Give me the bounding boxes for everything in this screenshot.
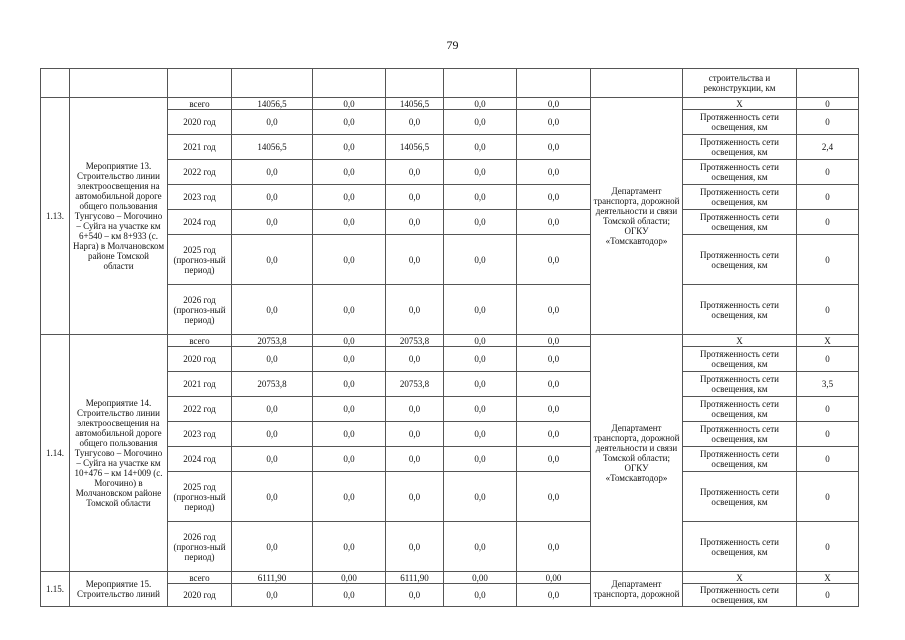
- other-amount-cell: 0,00: [517, 572, 591, 584]
- regional-amount-cell: 0,0: [386, 210, 444, 235]
- total-amount-cell: 20753,8: [232, 335, 313, 347]
- other-amount-cell: 0,0: [517, 235, 591, 285]
- responsible-department: Департамент транспорта, дорожной: [591, 572, 683, 607]
- local-amount-cell: 0,0: [444, 397, 517, 422]
- total-amount-cell: 0,0: [232, 160, 313, 185]
- total-amount-cell: 14056,5: [232, 135, 313, 160]
- indicator-value-cell: 0: [797, 185, 859, 210]
- regional-amount-cell: 0,0: [386, 347, 444, 372]
- total-amount-cell: 0,0: [232, 522, 313, 572]
- regional-amount-cell: 0,0: [386, 447, 444, 472]
- year-cell: 2024 год: [168, 447, 232, 472]
- year-cell: всего: [168, 98, 232, 110]
- indicator-value-cell: 0: [797, 522, 859, 572]
- total-amount-cell: 0,0: [232, 422, 313, 447]
- responsible-department: Департамент транспорта, дорожной деятельности и связи Томской области; ОГКУ «Томскавтодор»: [591, 98, 683, 335]
- regional-amount-cell: 0,0: [386, 235, 444, 285]
- year-cell: 2023 год: [168, 422, 232, 447]
- total-amount-cell: 0,0: [232, 235, 313, 285]
- year-cell: 2022 год: [168, 397, 232, 422]
- local-amount-cell: 0,0: [444, 160, 517, 185]
- indicator-value-cell: X: [797, 572, 859, 584]
- total-amount-cell: 0,0: [232, 397, 313, 422]
- total-amount-cell: 14056,5: [232, 98, 313, 110]
- other-amount-cell: 0,0: [517, 372, 591, 397]
- total-amount-cell: 0,0: [232, 185, 313, 210]
- year-cell: 2021 год: [168, 372, 232, 397]
- local-amount-cell: 0,0: [444, 210, 517, 235]
- local-amount-cell: 0,0: [444, 472, 517, 522]
- total-amount-cell: 6111,90: [232, 572, 313, 584]
- measure-title: Мероприятие 15. Строительство линий: [70, 572, 168, 607]
- year-cell: 2026 год (прогноз-ный период): [168, 522, 232, 572]
- year-cell: 2020 год: [168, 584, 232, 607]
- cell-empty: [41, 69, 70, 98]
- federal-amount-cell: 0,0: [313, 98, 386, 110]
- regional-amount-cell: 20753,8: [386, 335, 444, 347]
- indicator-cell: Протяженность сети освещения, км: [683, 110, 797, 135]
- indicator-cell: строительства и реконструкции, км: [683, 69, 797, 98]
- local-amount-cell: 0,0: [444, 235, 517, 285]
- budget-table: [40, 68, 859, 607]
- other-amount-cell: 0,0: [517, 522, 591, 572]
- cell-empty: [797, 69, 859, 98]
- other-amount-cell: 0,0: [517, 422, 591, 447]
- other-amount-cell: 0,0: [517, 185, 591, 210]
- total-amount-cell: 0,0: [232, 584, 313, 607]
- federal-amount-cell: 0,0: [313, 447, 386, 472]
- local-amount-cell: 0,0: [444, 372, 517, 397]
- table-row: [41, 572, 859, 584]
- indicator-cell: Протяженность сети освещения, км: [683, 522, 797, 572]
- total-amount-cell: 0,0: [232, 210, 313, 235]
- total-amount-cell: 0,0: [232, 285, 313, 335]
- local-amount-cell: 0,0: [444, 135, 517, 160]
- cell-empty: [386, 69, 444, 98]
- indicator-cell: Протяженность сети освещения, км: [683, 135, 797, 160]
- other-amount-cell: 0,0: [517, 472, 591, 522]
- total-amount-cell: 0,0: [232, 472, 313, 522]
- indicator-cell: Протяженность сети освещения, км: [683, 372, 797, 397]
- other-amount-cell: 0,0: [517, 285, 591, 335]
- indicator-value-cell: 2,4: [797, 135, 859, 160]
- federal-amount-cell: 0,0: [313, 397, 386, 422]
- cell-empty: [70, 69, 168, 98]
- year-cell: всего: [168, 335, 232, 347]
- year-cell: 2024 год: [168, 210, 232, 235]
- regional-amount-cell: 20753,8: [386, 372, 444, 397]
- year-cell: 2025 год (прогноз-ный период): [168, 235, 232, 285]
- federal-amount-cell: 0,0: [313, 372, 386, 397]
- indicator-value-cell: 3,5: [797, 372, 859, 397]
- other-amount-cell: 0,0: [517, 210, 591, 235]
- local-amount-cell: 0,0: [444, 285, 517, 335]
- regional-amount-cell: 0,0: [386, 185, 444, 210]
- indicator-cell: X: [683, 335, 797, 347]
- other-amount-cell: 0,0: [517, 584, 591, 607]
- total-amount-cell: 0,0: [232, 447, 313, 472]
- year-cell: 2020 год: [168, 110, 232, 135]
- indicator-value-cell: X: [797, 335, 859, 347]
- other-amount-cell: 0,0: [517, 160, 591, 185]
- year-cell: 2020 год: [168, 347, 232, 372]
- local-amount-cell: 0,0: [444, 98, 517, 110]
- total-amount-cell: 0,0: [232, 110, 313, 135]
- indicator-cell: Протяженность сети освещения, км: [683, 447, 797, 472]
- item-number: 1.13.: [41, 98, 70, 335]
- federal-amount-cell: 0,0: [313, 210, 386, 235]
- federal-amount-cell: 0,0: [313, 522, 386, 572]
- federal-amount-cell: 0,0: [313, 472, 386, 522]
- page-number: 79: [446, 38, 459, 52]
- other-amount-cell: 0,0: [517, 98, 591, 110]
- table-row: [41, 98, 859, 110]
- year-cell: 2023 год: [168, 185, 232, 210]
- total-amount-cell: 0,0: [232, 347, 313, 372]
- indicator-cell: Протяженность сети освещения, км: [683, 584, 797, 607]
- local-amount-cell: 0,0: [444, 185, 517, 210]
- indicator-cell: Протяженность сети освещения, км: [683, 160, 797, 185]
- local-amount-cell: 0,0: [444, 447, 517, 472]
- indicator-value-cell: 0: [797, 110, 859, 135]
- indicator-value-cell: 0: [797, 584, 859, 607]
- other-amount-cell: 0,0: [517, 335, 591, 347]
- year-cell: 2026 год (прогноз-ный период): [168, 285, 232, 335]
- indicator-cell: Протяженность сети освещения, км: [683, 285, 797, 335]
- indicator-cell: Протяженность сети освещения, км: [683, 397, 797, 422]
- indicator-value-cell: 0: [797, 472, 859, 522]
- cell-empty: [313, 69, 386, 98]
- local-amount-cell: 0,0: [444, 110, 517, 135]
- cell-empty: [444, 69, 517, 98]
- year-cell: 2021 год: [168, 135, 232, 160]
- indicator-value-cell: 0: [797, 447, 859, 472]
- indicator-value-cell: 0: [797, 397, 859, 422]
- federal-amount-cell: 0,00: [313, 572, 386, 584]
- federal-amount-cell: 0,0: [313, 235, 386, 285]
- item-number: 1.15.: [41, 572, 70, 607]
- indicator-value-cell: 0: [797, 347, 859, 372]
- federal-amount-cell: 0,0: [313, 285, 386, 335]
- federal-amount-cell: 0,0: [313, 335, 386, 347]
- federal-amount-cell: 0,0: [313, 584, 386, 607]
- regional-amount-cell: 0,0: [386, 522, 444, 572]
- indicator-value-cell: 0: [797, 285, 859, 335]
- measure-title: Мероприятие 14. Строительство линии электроосвещения на автомобильной дороге общего пользования Тунгусово – Могочино – Суйга на участке км 10+476 – км 14+009 (с. Могочино) в Молчановском районе Томской области: [70, 335, 168, 572]
- federal-amount-cell: 0,0: [313, 135, 386, 160]
- regional-amount-cell: 0,0: [386, 160, 444, 185]
- regional-amount-cell: 14056,5: [386, 135, 444, 160]
- federal-amount-cell: 0,0: [313, 160, 386, 185]
- local-amount-cell: 0,0: [444, 522, 517, 572]
- regional-amount-cell: 0,0: [386, 285, 444, 335]
- local-amount-cell: 0,0: [444, 335, 517, 347]
- federal-amount-cell: 0,0: [313, 110, 386, 135]
- header-continuation-row: [41, 69, 859, 98]
- other-amount-cell: 0,0: [517, 110, 591, 135]
- federal-amount-cell: 0,0: [313, 422, 386, 447]
- indicator-value-cell: 0: [797, 235, 859, 285]
- indicator-cell: Протяженность сети освещения, км: [683, 422, 797, 447]
- indicator-cell: X: [683, 572, 797, 584]
- cell-empty: [168, 69, 232, 98]
- federal-amount-cell: 0,0: [313, 185, 386, 210]
- indicator-value-cell: 0: [797, 210, 859, 235]
- other-amount-cell: 0,0: [517, 447, 591, 472]
- local-amount-cell: 0,0: [444, 584, 517, 607]
- year-cell: 2025 год (прогноз-ный период): [168, 472, 232, 522]
- cell-empty: [591, 69, 683, 98]
- regional-amount-cell: 6111,90: [386, 572, 444, 584]
- local-amount-cell: 0,0: [444, 347, 517, 372]
- measure-title: Мероприятие 13. Строительство линии электроосвещения на автомобильной дороге общего пользования Тунгусово – Могочино – Суйга на участке км 6+540 – км 8+933 (с. Нарга) в Молчановском районе Томской области: [70, 98, 168, 335]
- indicator-cell: X: [683, 98, 797, 110]
- indicator-cell: Протяженность сети освещения, км: [683, 347, 797, 372]
- regional-amount-cell: 0,0: [386, 422, 444, 447]
- year-cell: 2022 год: [168, 160, 232, 185]
- indicator-value-cell: 0: [797, 422, 859, 447]
- federal-amount-cell: 0,0: [313, 347, 386, 372]
- indicator-cell: Протяженность сети освещения, км: [683, 235, 797, 285]
- regional-amount-cell: 0,0: [386, 472, 444, 522]
- cell-empty: [232, 69, 313, 98]
- regional-amount-cell: 0,0: [386, 110, 444, 135]
- regional-amount-cell: 14056,5: [386, 98, 444, 110]
- other-amount-cell: 0,0: [517, 135, 591, 160]
- cell-empty: [517, 69, 591, 98]
- local-amount-cell: 0,0: [444, 422, 517, 447]
- indicator-value-cell: 0: [797, 98, 859, 110]
- year-cell: всего: [168, 572, 232, 584]
- indicator-cell: Протяженность сети освещения, км: [683, 210, 797, 235]
- responsible-department: Департамент транспорта, дорожной деятельности и связи Томской области; ОГКУ «Томскавтодор»: [591, 335, 683, 572]
- regional-amount-cell: 0,0: [386, 397, 444, 422]
- other-amount-cell: 0,0: [517, 347, 591, 372]
- indicator-cell: Протяженность сети освещения, км: [683, 472, 797, 522]
- indicator-value-cell: 0: [797, 160, 859, 185]
- total-amount-cell: 20753,8: [232, 372, 313, 397]
- regional-amount-cell: 0,0: [386, 584, 444, 607]
- indicator-cell: Протяженность сети освещения, км: [683, 185, 797, 210]
- item-number: 1.14.: [41, 335, 70, 572]
- local-amount-cell: 0,00: [444, 572, 517, 584]
- other-amount-cell: 0,0: [517, 397, 591, 422]
- table-row: [41, 335, 859, 347]
